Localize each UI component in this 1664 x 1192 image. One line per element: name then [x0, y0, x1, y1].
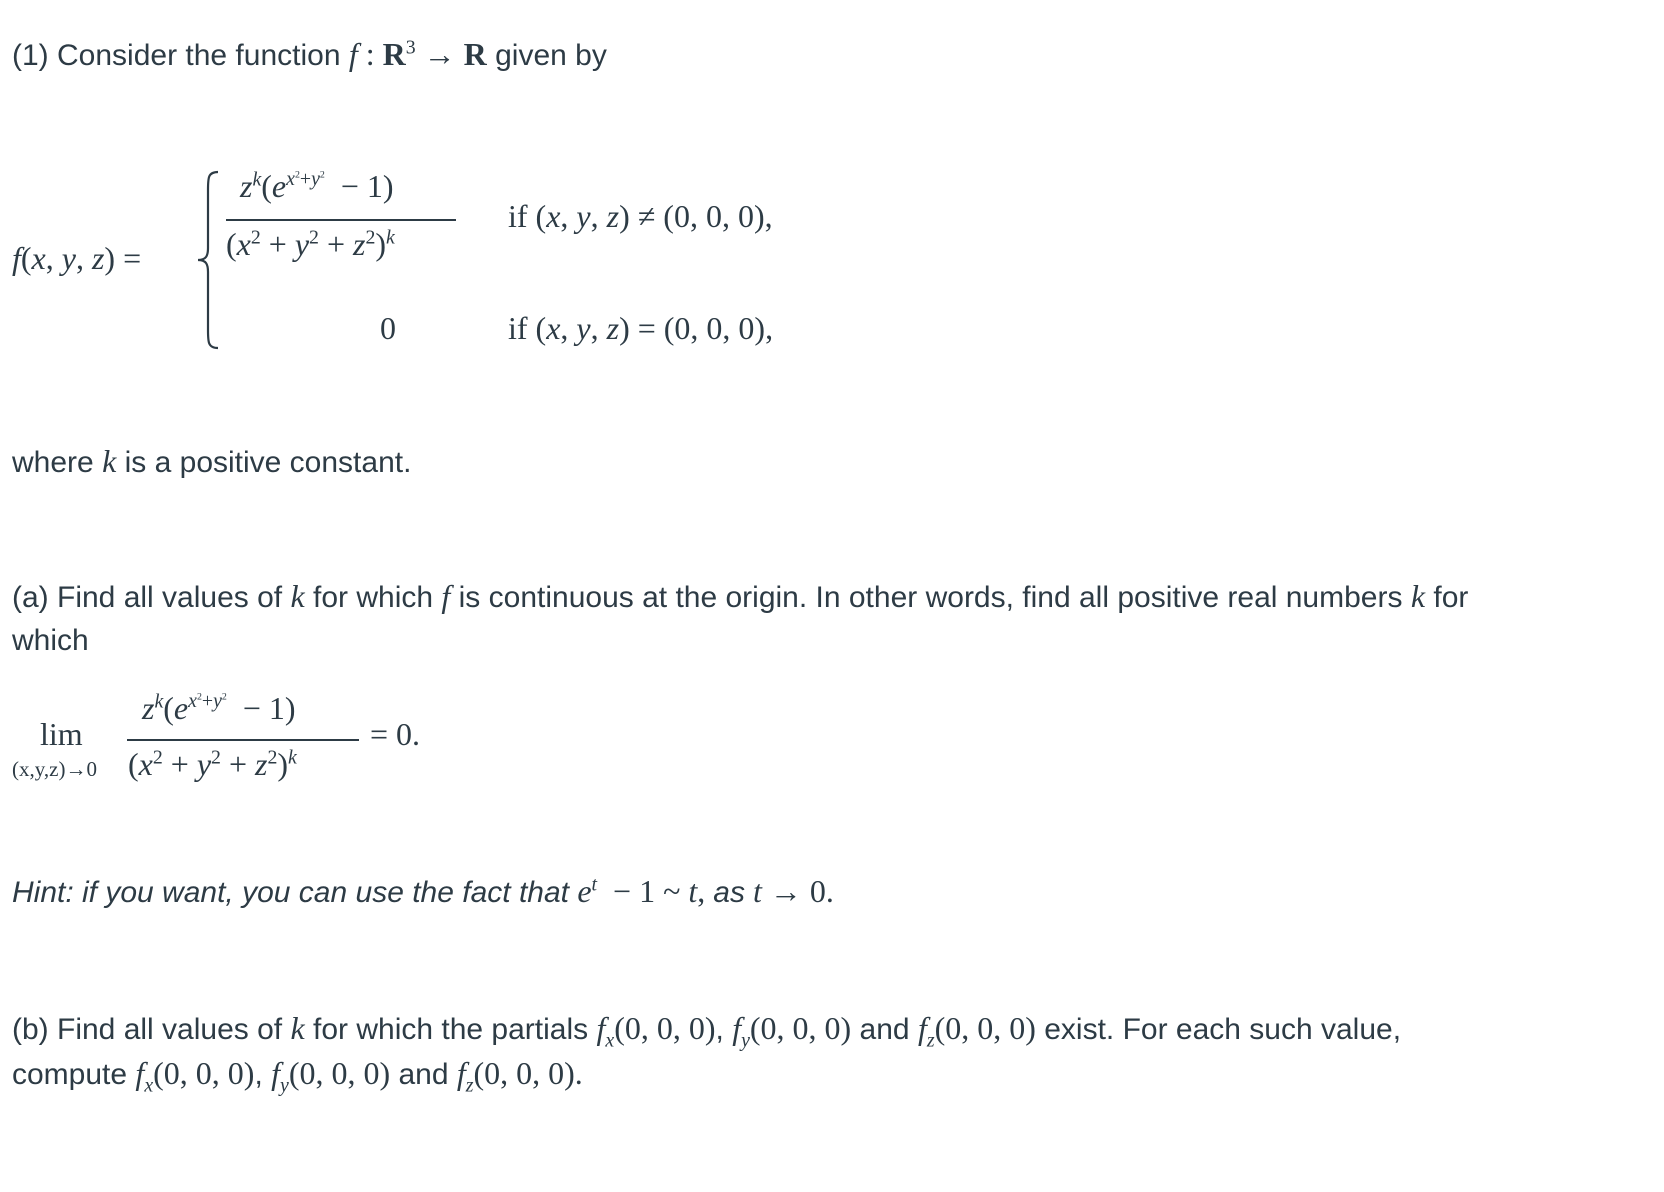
case1-numerator: $z^k(e^{x^2+y^2} - 1)$ — [240, 168, 394, 204]
part-a-lead: (a) Find all values of — [12, 581, 283, 614]
where-trail: is a positive constant. — [124, 446, 412, 479]
part-a-mid: for which — [313, 581, 434, 614]
partial-fx: $f_x(0$, 0, 0) — [135, 1055, 255, 1097]
period: . — [574, 1055, 583, 1091]
var-k: k — [290, 578, 305, 614]
where-lead: where — [12, 446, 94, 479]
intro-lead: (1) Consider the function — [12, 39, 341, 72]
left-brace — [196, 170, 222, 350]
var-k: k — [102, 443, 117, 479]
part-b-trail: exist. For each such value, — [1044, 1013, 1402, 1046]
part-a-trail: is continuous at the origin. In other words, find all positive real numbers — [458, 581, 1403, 614]
partial-fz: $f_z(0$, 0, 0) — [456, 1055, 575, 1097]
partial-fy: $f_y(0$, 0, 0) — [732, 1010, 852, 1052]
partial-fx: $f_x(0$, 0, 0) — [596, 1010, 716, 1052]
case2-condition: if (x, y, z) = (0, 0, 0), — [508, 310, 774, 346]
intro-trail: given by — [495, 39, 607, 72]
piecewise-lhs: f(x, y, z) = — [12, 240, 142, 276]
limit-denominator: $(x^2 + y^2 + z^2)^k$ — [128, 746, 297, 782]
partial-fy: $f_y(0$, 0, 0) — [271, 1055, 391, 1097]
hint-line — [12, 873, 834, 910]
limit-subscript: (x,y,z)→0 — [12, 757, 97, 781]
part-b-mid: for which the partials — [313, 1013, 589, 1046]
function-signature: f : $R^3 \to R$ — [348, 36, 487, 72]
case1-denominator: $(x^2 + y^2 + z^2)^k$ — [226, 226, 395, 262]
var-k: k — [1410, 578, 1426, 614]
part-a-line2: which — [12, 624, 89, 657]
limit-result: = 0. — [370, 716, 421, 752]
case1-condition: if (x, y, z) ≠ (0, 0, 0), — [508, 198, 773, 234]
var-k: k — [290, 1010, 305, 1046]
var-f: f — [441, 578, 451, 614]
hint-text: Hint: if you want, you can use the fact that — [12, 876, 569, 909]
part-a-end: for — [1433, 581, 1469, 614]
limit-fraction-bar — [127, 739, 359, 741]
part-b-line2: compute $f_x(0$, 0, 0), $f_y(0$, 0, 0) and $f_z(0$, 0, 0). — [12, 1055, 583, 1097]
part-b-compute: compute — [12, 1058, 128, 1091]
and-word: and — [398, 1058, 449, 1091]
where-line — [12, 443, 411, 480]
part-b-line1: (b) Find all values of k for which the partials $f_x(0$, 0, 0), $f_y(0$, 0, 0) and $f_z(0$, 0, 0) exist. For each such value, — [12, 1010, 1402, 1052]
part-a-line1 — [12, 578, 1468, 615]
limit-numerator: $z^k(e^{x^2+y^2} - 1)$ — [142, 690, 296, 726]
limit-word: lim — [40, 716, 83, 752]
partial-fz: $f_z(0$, 0, 0) — [917, 1010, 1036, 1052]
case1-fraction-bar — [226, 219, 456, 221]
part-b-lead: (b) Find all values of — [12, 1013, 283, 1046]
case2-value: 0 — [380, 310, 396, 346]
intro-line — [12, 36, 607, 73]
hint-formula: $e^t - 1$ ~ t, as t → 0. — [577, 873, 834, 909]
and-word: and — [859, 1013, 910, 1046]
